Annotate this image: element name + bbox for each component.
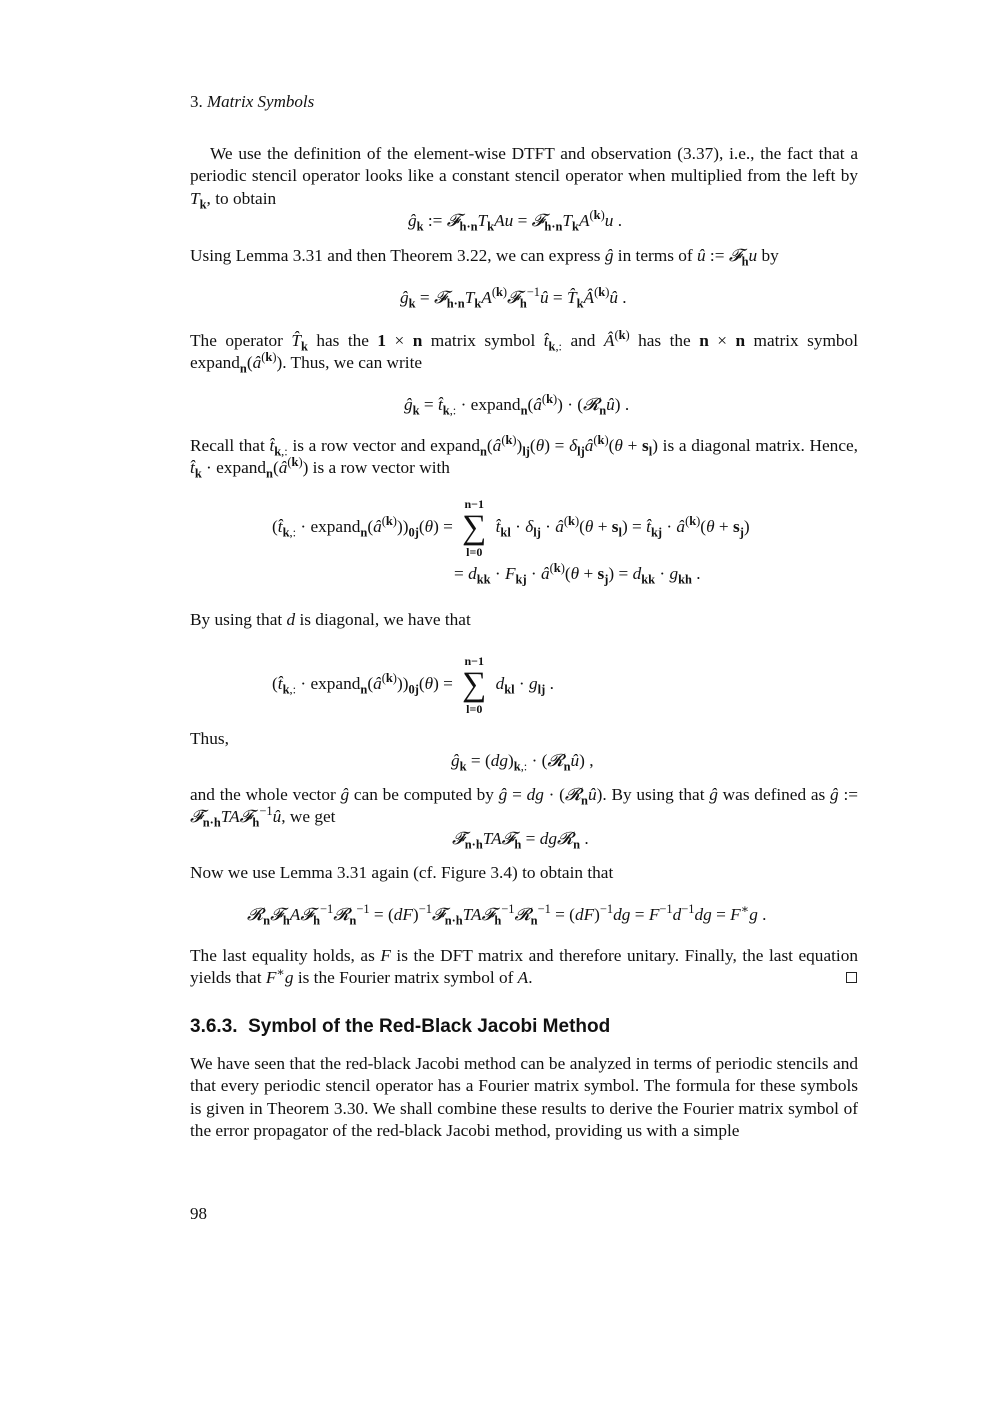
paragraph-5: By using that d is diagonal, we have that — [190, 610, 471, 629]
equation-g-hat-definition: $ĝ_k$ := $𝓕_{h\cdot n}T_kAu$ = $𝓕_{h\cdot n}T_kA^{(k)}u$ . — [408, 208, 623, 234]
section-number: 3.6.3. — [190, 1016, 238, 1037]
running-head — [190, 91, 314, 113]
equation-sum-1: ($t̂_{k,:}$ · $expand_n(â^{(k)}))_{0j}(\theta)$ = n−1 ∑ l=0 $t̂_{kl} \cdot \delta_{lj}$ · $â^{(k)}(\theta + s_l)$ = $t̂_{kj}$ · $â^{(k)}(\theta + s_j)$ — [272, 497, 750, 559]
paragraph-10: We have seen that the red-black Jacobi method can be analyzed in terms of periodic stencils and that every periodic stencil operator has a Fourier matrix symbol. The formula for these symbols is given in Theorem 3.30. We shall combine these results to derive the Fourier matrix symbol of the error propagator of the red-black Jacobi method, providing us with a simple — [190, 1054, 858, 1141]
paragraph-9: The last equality holds, as F is the DFT matrix and therefore unitary. Finally, the last equation yields that F∗g is the Fourier matrix symbol of A. — [190, 946, 858, 988]
paragraph-2: Using Lemma 3.31 and then Theorem 3.22, we can express ĝ in terms of û := 𝓕$_h$u by — [190, 246, 779, 269]
page-number: 98 — [190, 1204, 207, 1223]
equation-fourier-symbol: 𝓡$_n$𝓕$_h$A𝓕$_h^{-1}$𝓡$_n^{-1}$ = $(dF)^{-1}𝓕̇_{n\cdot h}TA𝓕_h^{-1}𝓡_n^{-1} = (dF)^{-1}dg = F^{-1}d^{-1}dg = F^∗g$ . — [247, 902, 767, 928]
paragraph-4: Recall that $t̂_{k,:}$ is a row vector and $expand_n(â^{(k)})_{lj}(\theta)$ = $\delta_{lj}â^{(k)}(\theta + s_l)$ is a diagonal matrix. Hence, $t̂_k$ · $expand_n(â^{(k)})$ is a row vector with — [190, 433, 858, 481]
paragraph-7: and the whole vector ĝ can be computed by ĝ = dg · (𝓡$_n$û). By using that ĝ was defined as ĝ := $𝓕̇_{n\cdot h}TA𝓕_h^{-1}û$, we get — [190, 785, 858, 830]
equation-expand: $ĝ_k$ = $t̂_{k,:}$ · $expand_n(â^{(k)})$ · (𝓡$_n$û) . — [404, 392, 630, 418]
chapter-title: Matrix Symbols — [207, 92, 315, 111]
equation-dg-rn: $𝓕̇_{n\cdot h}TA𝓕_h$ = dg𝓡$_n$ . — [452, 829, 589, 852]
paragraph-3: The operator $T̂_k$ has the 1 × n matrix symbol $t̂_{k,:}$ and $Â^{(k)}$ has the n × n matrix symbol $expand_n(â^{(k)})$. Thus, we can write — [190, 328, 858, 376]
equation-sum-2: ($t̂_{k,:}$ · $expand_n(â^{(k)}))_{0j}(\theta)$ = n−1 ∑ l=0 $d_{kl} \cdot g_{lj}$ . — [272, 654, 554, 716]
equation-dg: $ĝ_k = (dg)_{k,:}$ · (𝓡$_n$û) , — [451, 751, 594, 774]
equation-sum-1-continued: = $d_{kk} \cdot F_{kj}$ · $â^{(k)}(\theta + s_j) = d_{kk} \cdot g_{kh}$ . — [454, 561, 701, 587]
qed-box-icon — [846, 972, 857, 983]
paragraph-8: Now we use Lemma 3.31 again (cf. Figure 3.4) to obtain that — [190, 863, 614, 882]
section-heading — [190, 1016, 610, 1038]
paragraph-6: Thus, — [190, 729, 229, 748]
equation-g-hat-k: $ĝ_k$ = $𝓕_{h\cdot n}T_kA^{(k)}𝓕_h^{-1}û$ = $T̂_kÂ^{(k)}û$ . — [400, 285, 627, 311]
paragraph-1: We use the definition of the element-wise DTFT and observation (3.37), i.e., the fact that a periodic stencil operator looks like a constant stencil operator when multiplied from the left by $T_k$, to obtain — [190, 144, 858, 212]
section-title: Symbol of the Red-Black Jacobi Method — [248, 1016, 611, 1037]
chapter-number: 3. — [190, 92, 203, 111]
